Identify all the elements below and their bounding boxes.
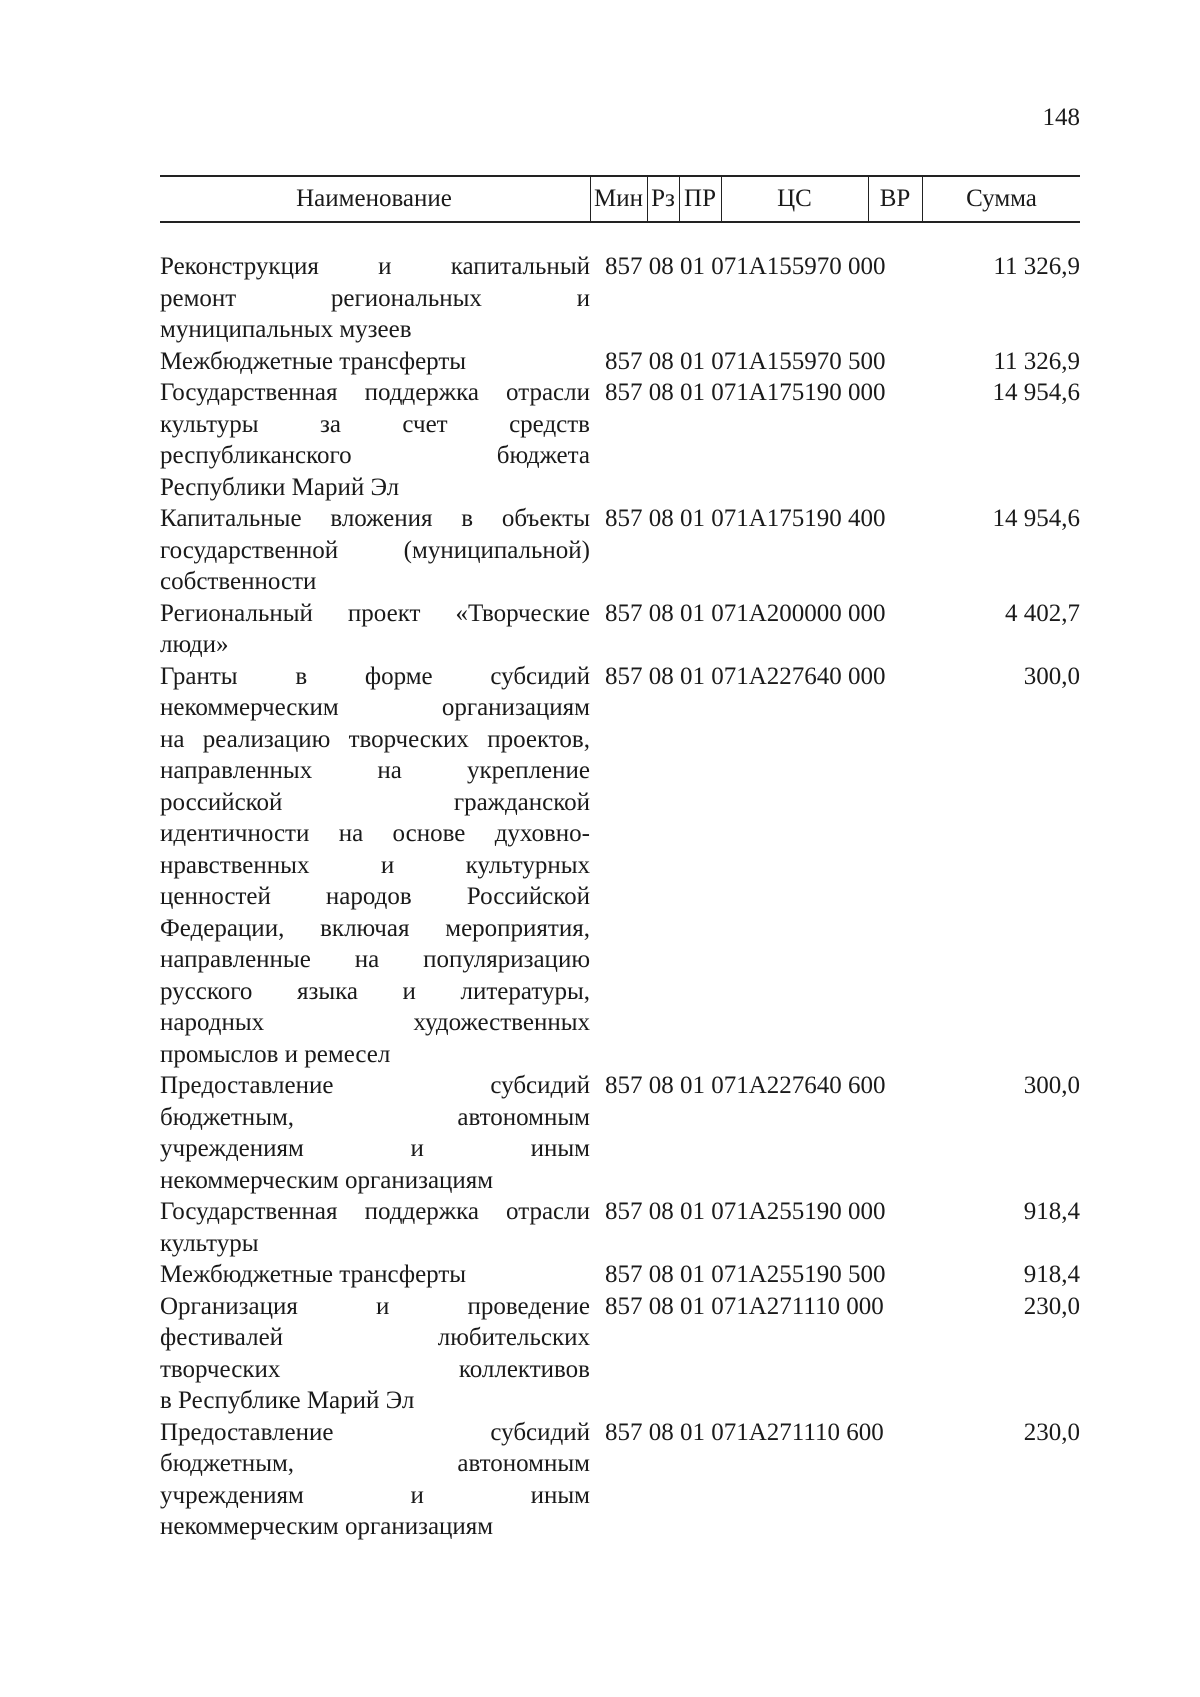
row-codes: 857 08 01 071А175190 000 bbox=[605, 379, 886, 406]
table-row bbox=[160, 1417, 1080, 1543]
row-name-line: российской гражданской bbox=[160, 788, 590, 816]
header-vr: ВР bbox=[879, 185, 911, 212]
row-name-line: народных художественных bbox=[160, 1009, 590, 1036]
row-codes: 857 08 01 071А255190 000 bbox=[605, 1198, 886, 1225]
row-name-line: Федерации, включая мероприятия, bbox=[160, 914, 590, 942]
row-sum: 918,4 bbox=[1023, 1261, 1080, 1288]
row-name-line: Межбюджетные трансферты bbox=[160, 347, 467, 375]
row-name-line: на реализацию творческих проектов, bbox=[160, 725, 590, 753]
row-name-line: русского языка и литературы, bbox=[160, 977, 590, 1005]
table-row bbox=[160, 598, 1080, 661]
table-row bbox=[160, 377, 1080, 503]
row-sum: 300,0 bbox=[1023, 662, 1080, 690]
row-name bbox=[160, 1291, 590, 1417]
row-name-line: идентичности на основе духовно- bbox=[160, 820, 590, 847]
row-name-line: Гранты в форме субсидий bbox=[160, 662, 590, 690]
header-rz: Рз bbox=[651, 185, 675, 212]
row-name-line: творческих коллективов bbox=[160, 1355, 590, 1383]
row-name-line: Предоставление субсидий bbox=[160, 1418, 590, 1446]
row-name-line: республиканского бюджета bbox=[160, 442, 590, 469]
row-name bbox=[160, 1070, 590, 1196]
header-pr: ПР bbox=[684, 185, 716, 212]
row-name-line: в Республике Марий Эл bbox=[160, 1387, 415, 1414]
row-name bbox=[160, 1259, 590, 1291]
row-name-line: Межбюджетные трансферты bbox=[160, 1261, 467, 1288]
row-name-line: ремонт региональных и bbox=[160, 284, 590, 312]
row-name-line: Государственная поддержка отрасли bbox=[160, 379, 590, 406]
row-name-line: Республики Марий Эл bbox=[160, 473, 400, 501]
budget-table bbox=[160, 175, 1080, 1540]
row-name-line: нравственных и культурных bbox=[160, 851, 590, 879]
row-sum: 11 326,9 bbox=[993, 347, 1080, 375]
row-sum: 14 954,6 bbox=[992, 379, 1080, 406]
row-name-line: некоммерческим организациям bbox=[160, 694, 590, 721]
table-header bbox=[160, 175, 1080, 223]
row-name bbox=[160, 1417, 590, 1543]
row-codes: 857 08 01 071А271110 000 bbox=[605, 1292, 884, 1320]
header-cs: ЦС bbox=[777, 185, 812, 212]
row-name-line: ценностей народов Российской bbox=[160, 883, 590, 910]
row-name-line: учреждениям и иным bbox=[160, 1481, 590, 1509]
row-name bbox=[160, 503, 590, 598]
row-name-line: Реконструкция и капитальный bbox=[160, 253, 590, 280]
row-name-line: Капитальные вложения в объекты bbox=[160, 505, 590, 532]
row-codes: 857 08 01 071А271110 600 bbox=[605, 1418, 884, 1446]
row-name-line: учреждениям и иным bbox=[160, 1135, 590, 1162]
table-row bbox=[160, 1196, 1080, 1259]
row-codes: 857 08 01 071А227640 600 bbox=[605, 1072, 886, 1099]
row-name-line: собственности bbox=[160, 568, 317, 595]
row-name bbox=[160, 661, 590, 1071]
row-codes: 857 08 01 071А200000 000 bbox=[605, 599, 886, 627]
table-row bbox=[160, 346, 1080, 378]
table-row bbox=[160, 1291, 1080, 1417]
row-codes: 857 08 01 071А175190 400 bbox=[605, 505, 886, 532]
row-sum: 918,4 bbox=[1023, 1198, 1080, 1225]
row-codes: 857 08 01 071А155970 000 bbox=[605, 253, 886, 280]
row-codes: 857 08 01 071А255190 500 bbox=[605, 1261, 886, 1288]
row-name-line: бюджетным, автономным bbox=[160, 1103, 590, 1131]
table-row bbox=[160, 251, 1080, 346]
table-row bbox=[160, 1259, 1080, 1291]
row-name-line: бюджетным, автономным bbox=[160, 1450, 590, 1477]
row-name-line: Организация и проведение bbox=[160, 1292, 590, 1320]
row-name-line: культуры bbox=[160, 1229, 259, 1257]
row-name bbox=[160, 251, 590, 346]
row-name-line: Государственная поддержка отрасли bbox=[160, 1198, 590, 1225]
row-sum: 4 402,7 bbox=[1005, 599, 1080, 627]
row-name bbox=[160, 598, 590, 661]
header-sum: Сумма bbox=[966, 185, 1037, 212]
row-sum: 230,0 bbox=[1023, 1292, 1080, 1320]
table-body bbox=[160, 251, 1080, 1543]
row-sum: 11 326,9 bbox=[993, 253, 1080, 280]
row-name bbox=[160, 1196, 590, 1259]
row-name-line: направленных на укрепление bbox=[160, 757, 590, 784]
row-name-line: промыслов и ремесел bbox=[160, 1040, 391, 1068]
row-name-line: культуры за счет средств bbox=[160, 410, 590, 438]
table-row bbox=[160, 1070, 1080, 1196]
row-name-line: направленные на популяризацию bbox=[160, 946, 590, 973]
row-name-line: муниципальных музеев bbox=[160, 316, 412, 343]
row-sum: 230,0 bbox=[1023, 1418, 1080, 1446]
header-name: Наименование bbox=[296, 185, 452, 212]
row-name-line: Региональный проект «Творческие bbox=[160, 599, 590, 627]
row-name-line: некоммерческим организациям bbox=[160, 1513, 494, 1540]
row-name bbox=[160, 346, 590, 378]
row-name-line: люди» bbox=[160, 631, 229, 658]
row-name-line: фестивалей любительских bbox=[160, 1324, 590, 1351]
row-name-line: государственной (муниципальной) bbox=[160, 536, 590, 564]
row-sum: 300,0 bbox=[1023, 1072, 1080, 1099]
row-name-line: некоммерческим организациям bbox=[160, 1166, 494, 1194]
row-codes: 857 08 01 071А155970 500 bbox=[605, 347, 886, 375]
header-min: Мин bbox=[594, 185, 643, 212]
table-row bbox=[160, 661, 1080, 1071]
table-row bbox=[160, 503, 1080, 598]
row-sum: 14 954,6 bbox=[992, 505, 1080, 532]
row-codes: 857 08 01 071А227640 000 bbox=[605, 662, 886, 690]
page-number: 148 bbox=[1042, 104, 1080, 131]
row-name bbox=[160, 377, 590, 503]
row-name-line: Предоставление субсидий bbox=[160, 1072, 590, 1099]
